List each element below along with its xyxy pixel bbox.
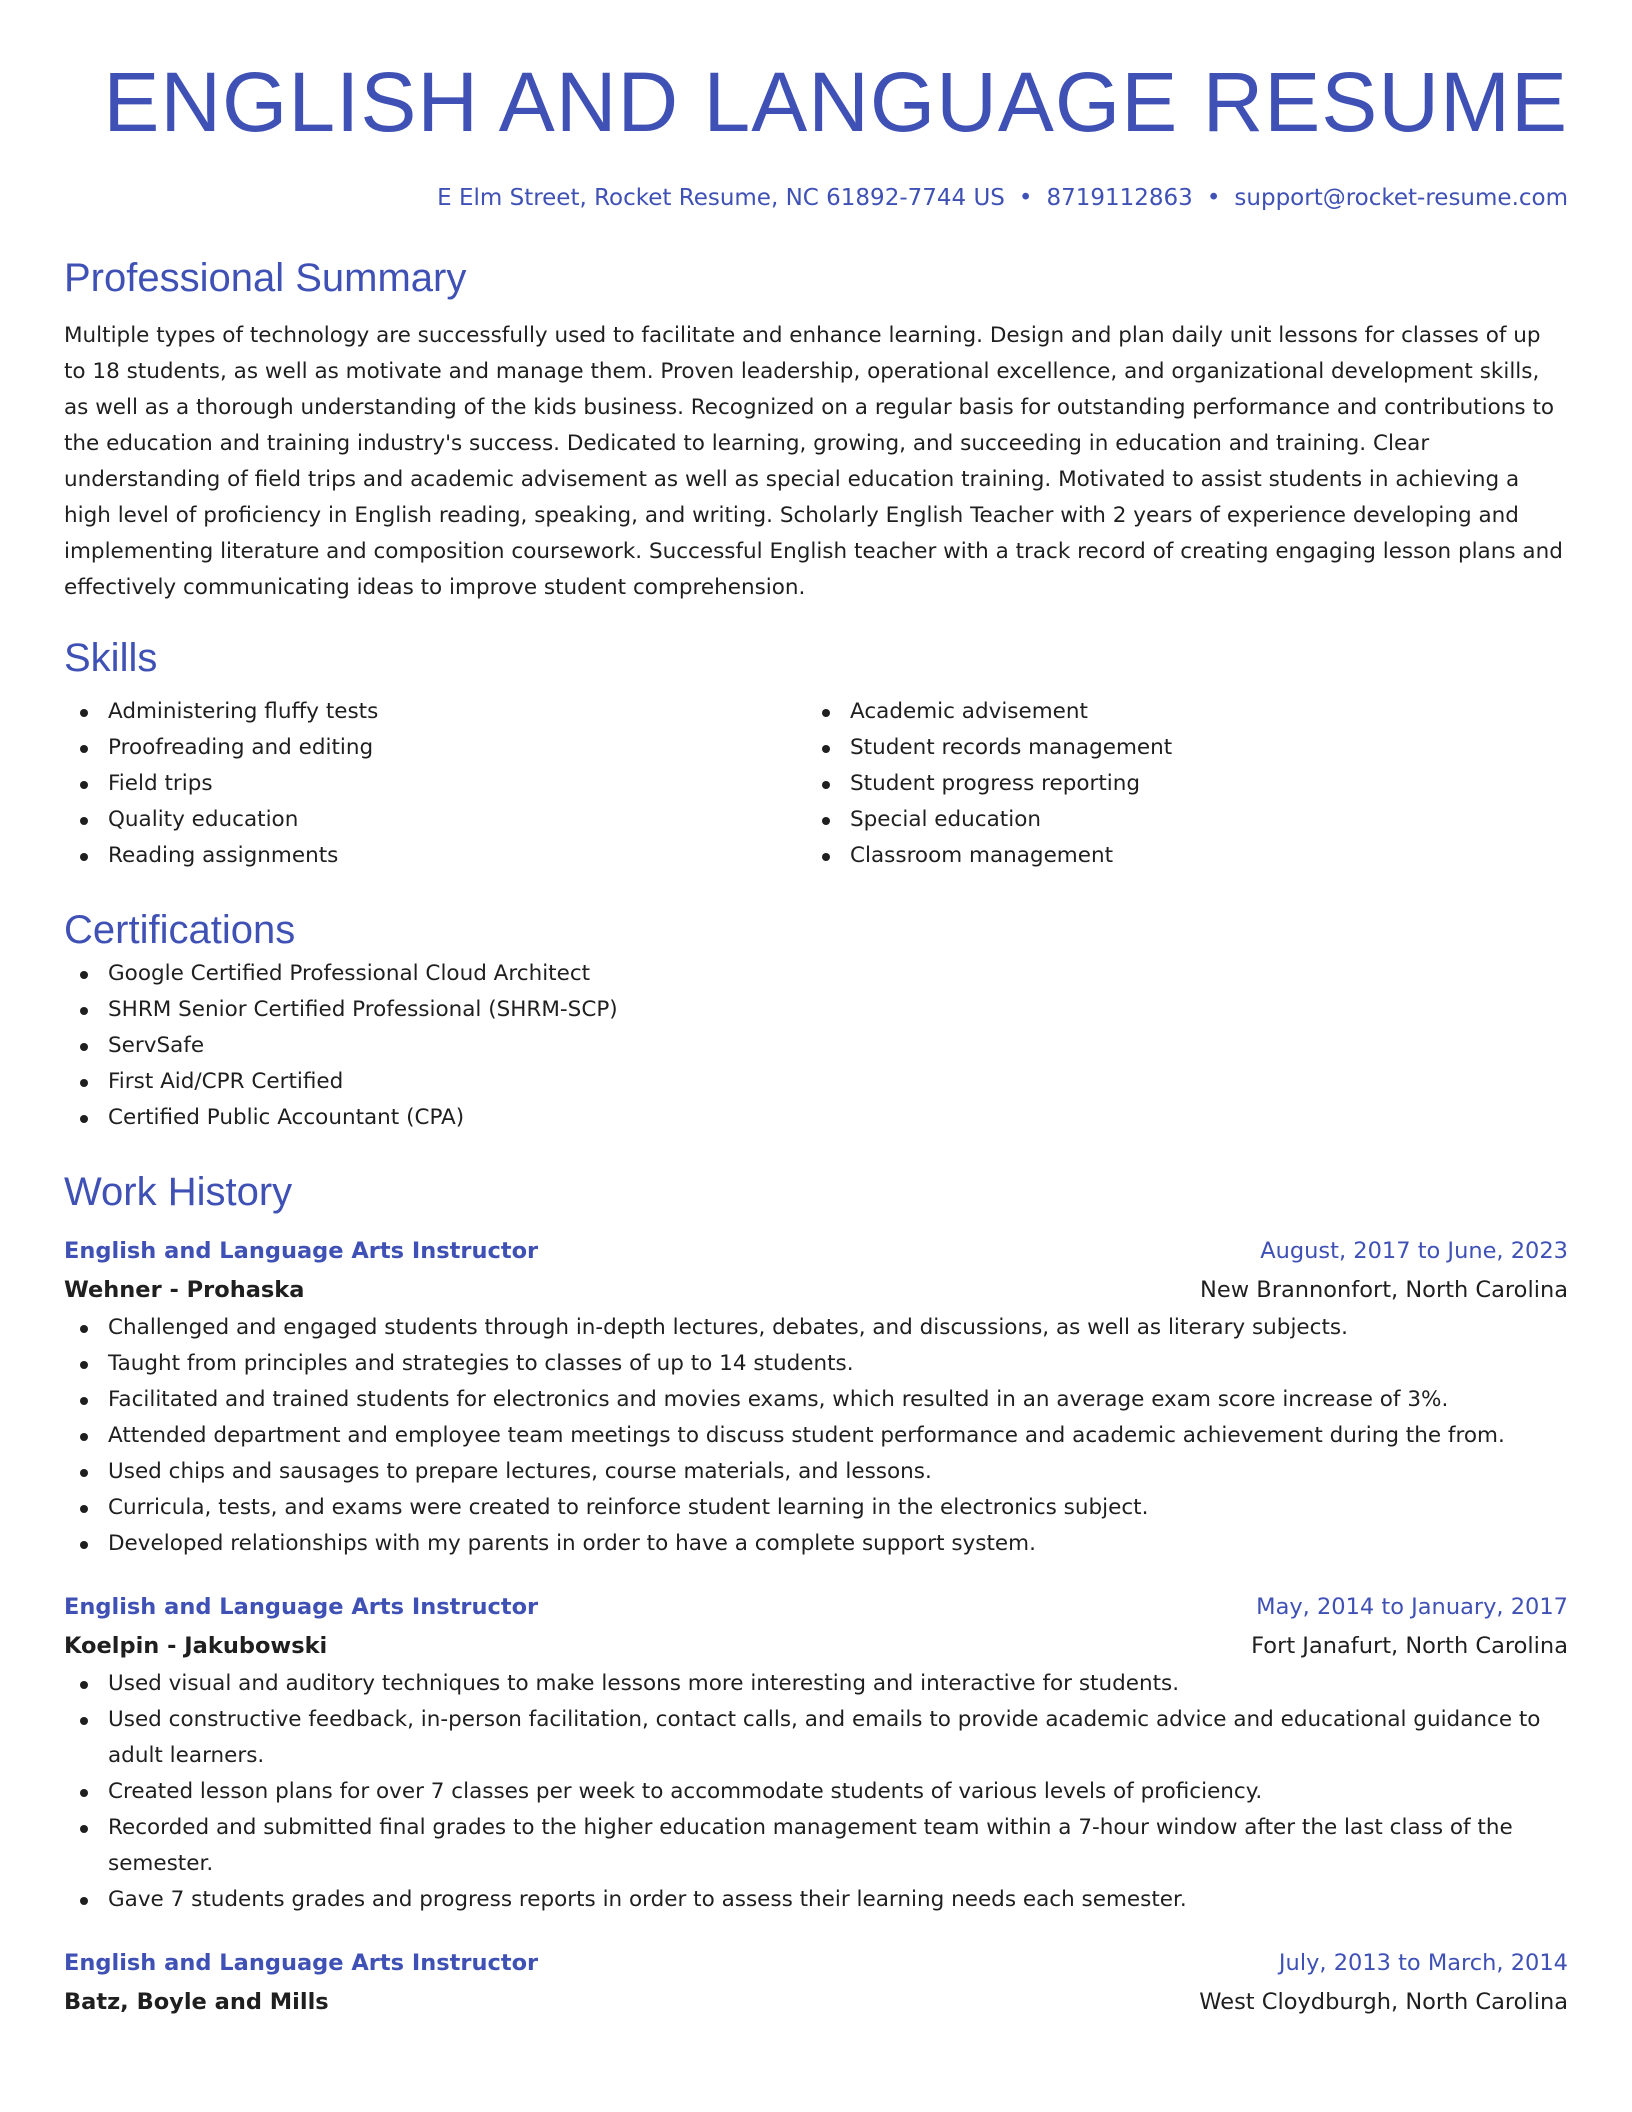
- job-company-row: [64, 1270, 1568, 1310]
- job-title: English and Language Arts Instructor: [64, 1594, 539, 1620]
- job-title: English and Language Arts Instructor: [64, 1950, 539, 1976]
- job-entry: [64, 1588, 1568, 1918]
- job-header-row: [64, 1232, 1568, 1270]
- job-duty-item: Used visual and auditory techniques to make lessons more interesting and interactive for students.: [64, 1666, 1568, 1702]
- job-dates: July, 2013 to March, 2014: [1278, 1950, 1568, 1976]
- job-company: Wehner - Prohaska: [64, 1277, 305, 1303]
- certification-item: ServSafe: [64, 1028, 1568, 1064]
- job-duty-item: Facilitated and trained students for electronics and movies exams, which resulted in an average exam score increase of 3%.: [64, 1382, 1568, 1418]
- job-duty-item: Created lesson plans for over 7 classes per week to accommodate students of various levels of proficiency.: [64, 1774, 1568, 1810]
- skill-item: Reading assignments: [64, 838, 806, 874]
- section-title-work-history: Work History: [64, 1170, 293, 1214]
- job-duty-item: Developed relationships with my parents in order to have a complete support system.: [64, 1526, 1568, 1562]
- resume-name: ENGLISH AND LANGUAGE RESUME: [103, 55, 1568, 149]
- job-duty-item: Gave 7 students grades and progress reports in order to assess their learning needs each semester.: [64, 1882, 1568, 1918]
- job-company: Koelpin - Jakubowski: [64, 1633, 328, 1659]
- job-location: New Brannonfort, North Carolina: [1200, 1277, 1568, 1303]
- skill-item: Quality education: [64, 802, 806, 838]
- contact-phone[interactable]: 8719112863: [1046, 185, 1193, 211]
- job-duty-item: Challenged and engaged students through in-depth lectures, debates, and discussions, as well as literary subjects.: [64, 1310, 1568, 1346]
- skill-item: Student progress reporting: [806, 766, 1548, 802]
- job-dates: May, 2014 to January, 2017: [1256, 1594, 1568, 1620]
- contact-separator: •: [1018, 185, 1033, 211]
- job-duty-item: Attended department and employee team meetings to discuss student performance and academic achievement during the from.: [64, 1418, 1568, 1454]
- job-location: West Cloydburgh, North Carolina: [1199, 1989, 1568, 2015]
- job-duty-item: Used chips and sausages to prepare lectures, course materials, and lessons.: [64, 1454, 1568, 1490]
- skill-item: Special education: [806, 802, 1548, 838]
- job-header-row: [64, 1588, 1568, 1626]
- contact-line: [64, 182, 1568, 214]
- skill-item: Student records management: [806, 730, 1548, 766]
- job-company: Batz, Boyle and Mills: [64, 1989, 329, 2015]
- skills-column-right: [806, 694, 1548, 874]
- skill-item: Proofreading and editing: [64, 730, 806, 766]
- skill-item: Field trips: [64, 766, 806, 802]
- contact-separator: •: [1206, 185, 1221, 211]
- certifications-list: [64, 956, 1568, 1136]
- certification-item: Google Certified Professional Cloud Architect: [64, 956, 1568, 992]
- job-entry: [64, 1232, 1568, 1562]
- job-duty-item: Taught from principles and strategies to classes of up to 14 students.: [64, 1346, 1568, 1382]
- skills-list-right: [806, 694, 1548, 874]
- skills-column-left: [64, 694, 806, 874]
- job-entry: [64, 1944, 1568, 2022]
- job-dates: August, 2017 to June, 2023: [1260, 1238, 1568, 1264]
- job-duty-item: Recorded and submitted final grades to the higher education management team within a 7-hour window after the last class of the semester.: [64, 1810, 1568, 1882]
- skill-item: Administering fluffy tests: [64, 694, 806, 730]
- skill-item: Academic advisement: [806, 694, 1548, 730]
- job-duties-list: [64, 1310, 1568, 1562]
- contact-address: E Elm Street, Rocket Resume, NC 61892-7744 US: [437, 185, 1005, 211]
- job-company-row: [64, 1626, 1568, 1666]
- summary-text: Multiple types of technology are successfully used to facilitate and enhance learning. Design and plan daily unit lessons for classes of up to 18 students, as well as motivate and manage them. Proven leadership, operational excellence, and organizational development skills, as well as a thorough understanding of the kids business. Recognized on a regular basis for outstanding performance and contributions to the education and training industry's success. Dedicated to learning, growing, and succeeding in education and training. Clear understanding of field trips and academic advisement as well as special education training. Motivated to assist students in achieving a high level of proficiency in English reading, speaking, and writing. Scholarly English Teacher with 2 years of experience developing and implementing literature and composition coursework. Successful English teacher with a track record of creating engaging lesson plans and effectively communicating ideas to improve student comprehension.: [64, 323, 1563, 600]
- section-title-certifications: Certifications: [64, 908, 296, 952]
- job-title: English and Language Arts Instructor: [64, 1238, 539, 1264]
- certification-item: Certified Public Accountant (CPA): [64, 1100, 1568, 1136]
- job-company-row: [64, 1982, 1568, 2022]
- certification-item: First Aid/CPR Certified: [64, 1064, 1568, 1100]
- job-location: Fort Janafurt, North Carolina: [1251, 1633, 1568, 1659]
- job-header-row: [64, 1944, 1568, 1982]
- job-duty-item: Curricula, tests, and exams were created to reinforce student learning in the electronics subject.: [64, 1490, 1568, 1526]
- skills-list-left: [64, 694, 806, 874]
- certification-item: SHRM Senior Certified Professional (SHRM-SCP): [64, 992, 1568, 1028]
- job-duties-list: [64, 1666, 1568, 1918]
- section-title-summary: Professional Summary: [64, 256, 467, 300]
- skills-grid: [64, 694, 1568, 874]
- job-duty-item: Used constructive feedback, in-person facilitation, contact calls, and emails to provide academic advice and educational guidance to adult learners.: [64, 1702, 1568, 1774]
- section-title-skills: Skills: [64, 636, 158, 680]
- skill-item: Classroom management: [806, 838, 1548, 874]
- contact-email[interactable]: support@rocket-resume.com: [1234, 185, 1568, 211]
